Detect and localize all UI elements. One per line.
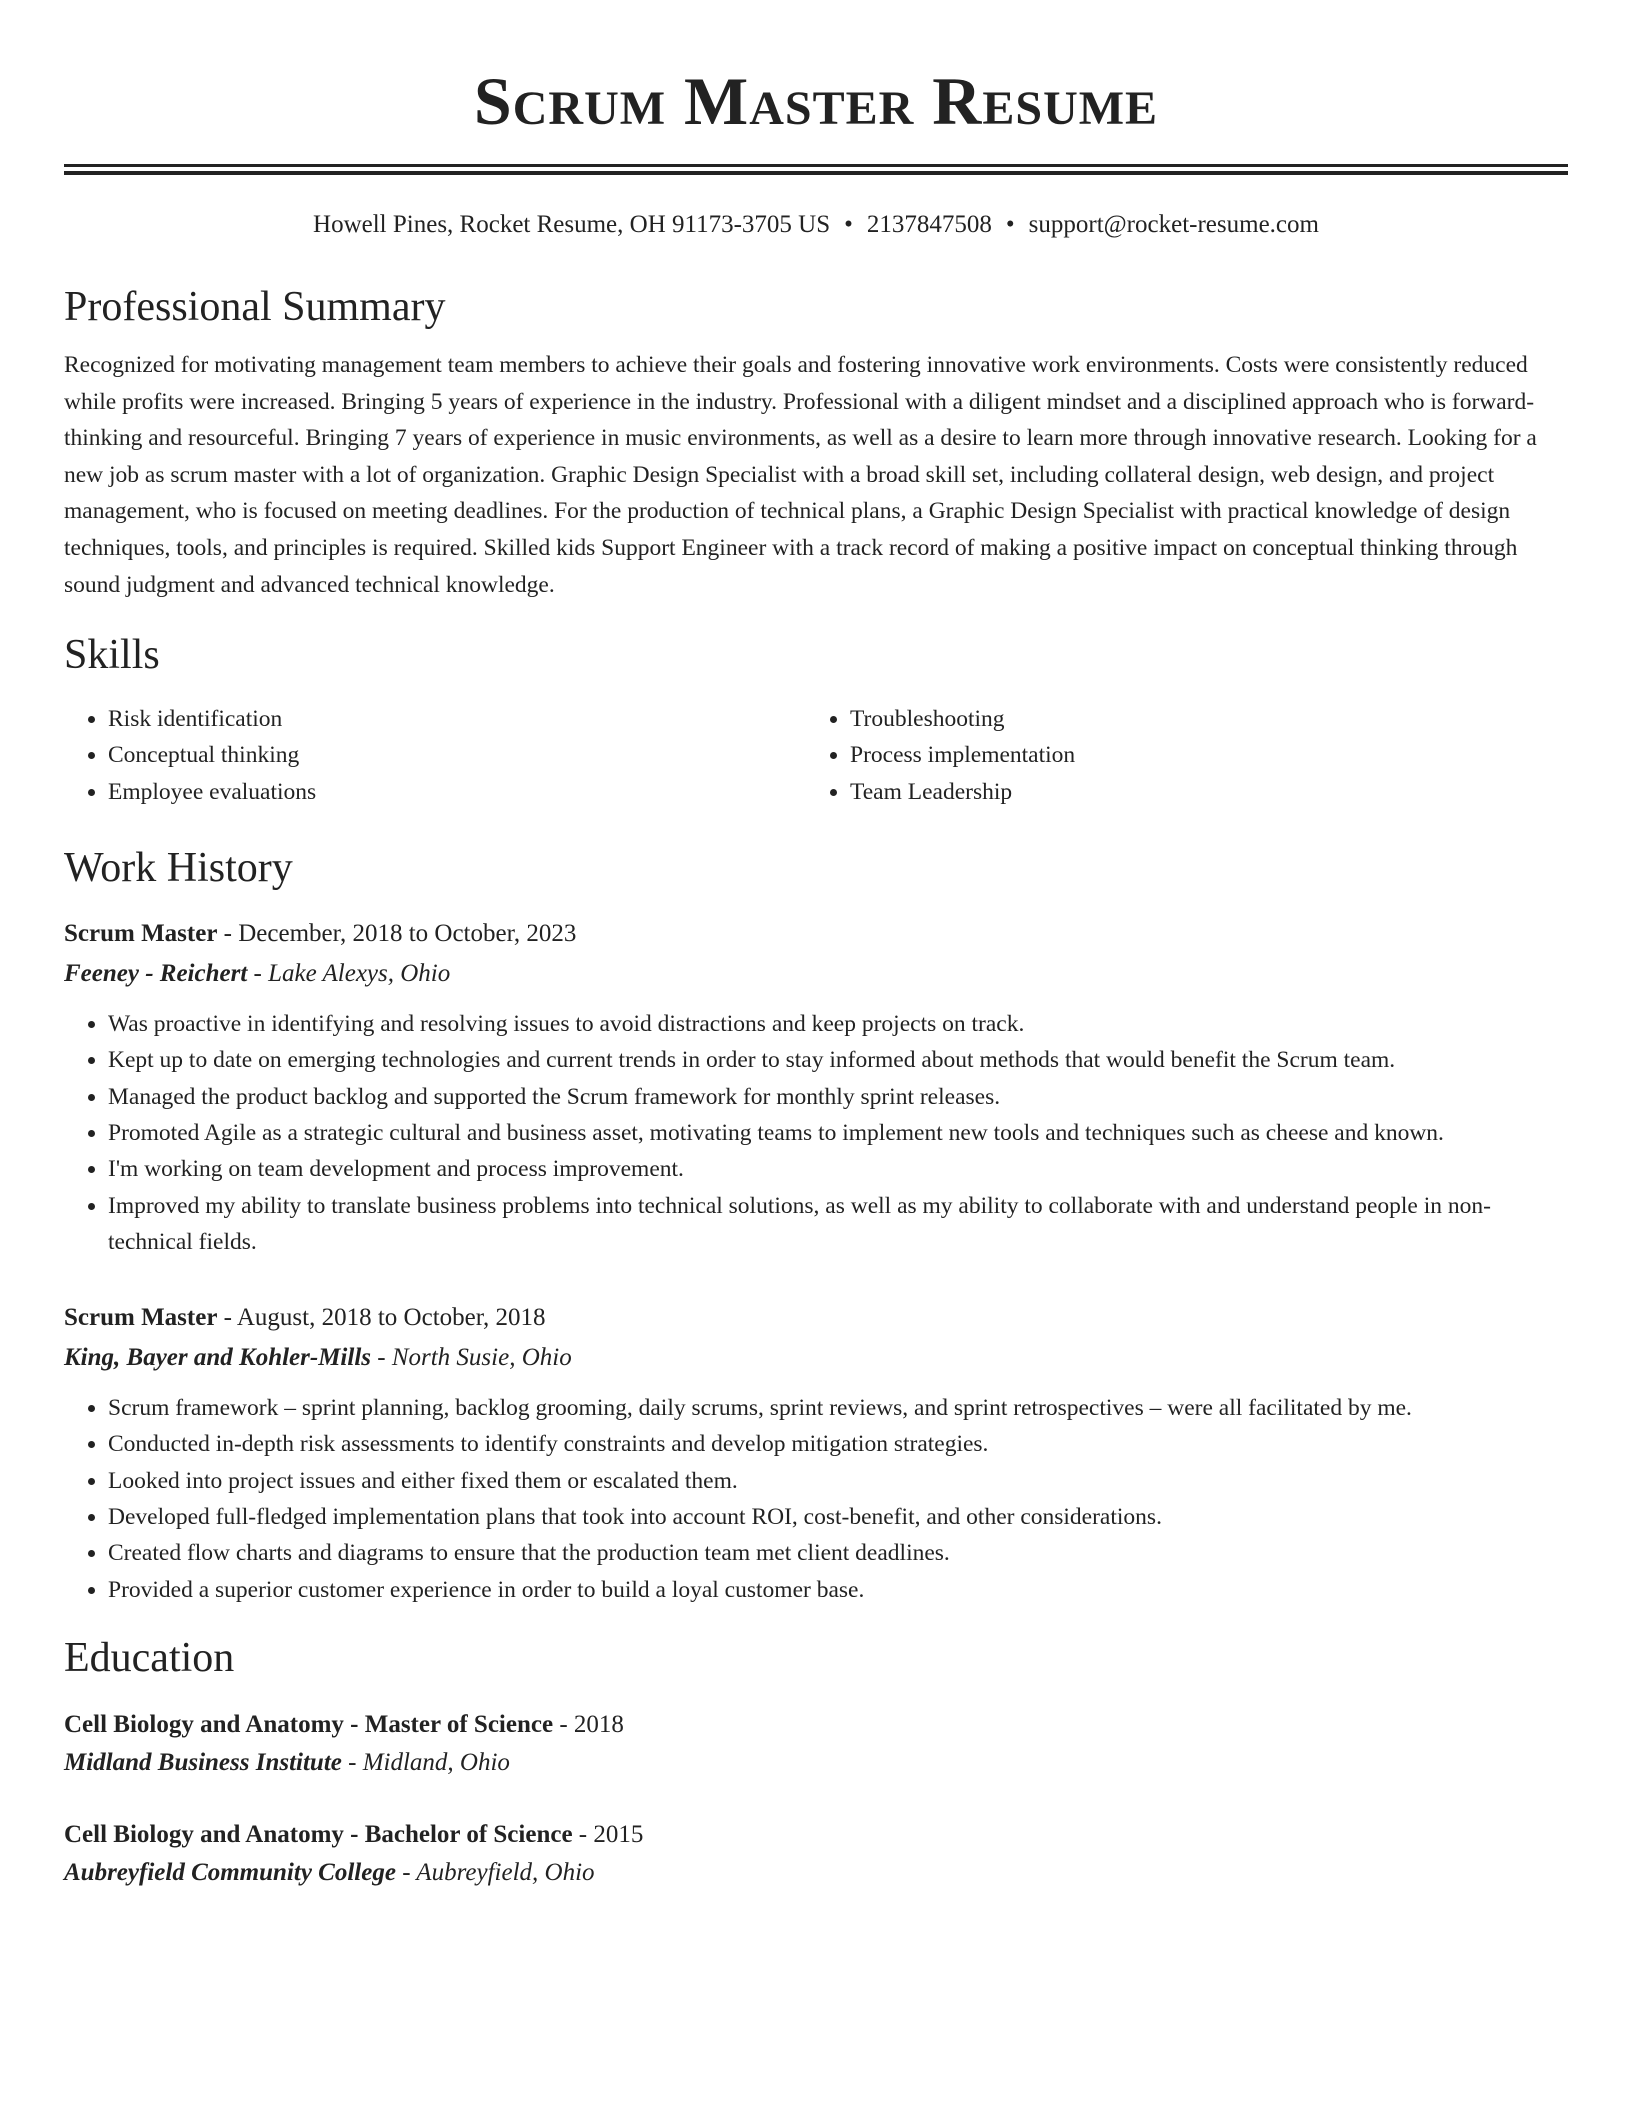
job-bullet: • Developed full-fledged implementation plans that took into account ROI, cost-benefit, and other considerations. (108, 1499, 1568, 1535)
education-location: - Aubreyfield, Ohio (395, 1858, 595, 1886)
job-header (64, 1298, 1568, 1338)
education-degree: Cell Biology and Anatomy - Master of Science (64, 1710, 554, 1738)
education-entry (64, 1816, 1568, 1892)
contact-phone: 2137847508 (866, 211, 992, 238)
job-entry (64, 914, 1568, 1260)
education-heading: Education (64, 1634, 235, 1681)
skills-list-right (806, 701, 1568, 810)
contact-separator: • (1005, 211, 1015, 238)
skill-item: • Team Leadership (850, 774, 1568, 810)
education-section (64, 1632, 1568, 1892)
job-title: Scrum Master (64, 920, 218, 948)
summary-text: Recognized for motivating management team members to achieve their goals and fostering innovative work environments. Costs were consistently reduced while profits were increased. Bringing 5 years of experience in the industry. Professional with a diligent mindset and a disciplined approach who is forward-thinking and resourceful. Bringing 7 years of experience in music environments, as well as a desire to learn more through innovative research. Looking for a new job as scrum master with a lot of organization. Graphic Design Specialist with a broad skill set, including collateral design, web design, and project management, who is focused on meeting deadlines. For the production of technical plans, a Graphic Design Specialist with practical knowledge of design techniques, tools, and principles is required. Skilled kids Support Engineer with a track record of making a positive impact on conceptual thinking through sound judgment and advanced technical knowledge. (64, 352, 1537, 598)
skill-item: • Employee evaluations (108, 774, 806, 810)
job-dates: - December, 2018 to October, 2023 (217, 920, 577, 948)
work-history-section (64, 842, 1568, 1608)
contact-line (64, 209, 1568, 241)
education-year: - 2018 (553, 1710, 624, 1738)
education-degree-line (64, 1816, 1568, 1854)
job-location: - North Susie, Ohio (371, 1344, 572, 1372)
education-school-line (64, 1744, 1568, 1782)
job-bullet: • Scrum framework – sprint planning, backlog grooming, daily scrums, sprint reviews, and sprint retrospectives – were all facilitated by me. (108, 1390, 1568, 1426)
skills-section (64, 629, 1568, 810)
skill-item: • Risk identification (108, 701, 806, 737)
job-bullet: • I'm working on team development and process improvement. (108, 1151, 1568, 1187)
title-divider (64, 164, 1568, 175)
skills-columns (64, 701, 1568, 810)
education-year: - 2015 (572, 1820, 644, 1848)
education-location: - Midland, Ohio (341, 1748, 510, 1776)
job-bullet: • Created flow charts and diagrams to ensure that the production team met client deadlines. (108, 1535, 1568, 1571)
job-bullet: • Provided a superior customer experience in order to build a loyal customer base. (108, 1572, 1568, 1608)
education-school-line (64, 1854, 1568, 1892)
contact-separator: • (844, 211, 853, 238)
job-bullets (64, 1006, 1568, 1260)
job-company: King, Bayer and Kohler-Mills (64, 1344, 371, 1372)
summary-heading: Professional Summary (64, 284, 446, 330)
job-bullet: • Kept up to date on emerging technologies and current trends in order to stay informed about methods that would benefit the Scrum team. (108, 1042, 1568, 1078)
job-header (64, 914, 1568, 954)
job-entry (64, 1298, 1568, 1608)
summary-section (64, 281, 1568, 603)
contact-address: Howell Pines, Rocket Resume, OH 91173-3705 US (313, 211, 831, 238)
skill-item: • Process implementation (850, 737, 1568, 773)
education-school: Midland Business Institute (64, 1748, 342, 1776)
job-bullet: • Promoted Agile as a strategic cultural and business asset, motivating teams to implement new tools and techniques such as cheese and known. (108, 1115, 1568, 1151)
skill-item: • Troubleshooting (850, 701, 1568, 737)
job-dates: - August, 2018 to October, 2018 (217, 1304, 546, 1332)
job-company: Feeney - Reichert (64, 960, 248, 988)
job-bullet: • Improved my ability to translate business problems into technical solutions, as well as my ability to collaborate with and understand people in non-technical fields. (108, 1188, 1568, 1261)
contact-email: support@rocket-resume.com (1028, 211, 1319, 238)
skills-list-left (64, 701, 806, 810)
job-bullet: • Managed the product backlog and supported the Scrum framework for monthly sprint releases. (108, 1079, 1568, 1115)
education-degree: Cell Biology and Anatomy - Bachelor of Science (64, 1820, 573, 1848)
job-bullet: • Looked into project issues and either fixed them or escalated them. (108, 1463, 1568, 1499)
work-history-heading: Work History (64, 845, 293, 892)
education-entry (64, 1706, 1568, 1782)
job-employer (64, 954, 1568, 994)
job-title: Scrum Master (64, 1304, 218, 1332)
job-bullet: • Was proactive in identifying and resolving issues to avoid distractions and keep projects on track. (108, 1006, 1568, 1042)
skills-heading: Skills (64, 632, 160, 679)
education-school: Aubreyfield Community College (64, 1858, 396, 1886)
job-bullets (64, 1390, 1568, 1608)
skill-item: • Conceptual thinking (108, 737, 806, 773)
resume-title: Scrum Master Resume (473, 63, 1159, 139)
job-location: - Lake Alexys, Ohio (247, 960, 451, 988)
education-degree-line (64, 1706, 1568, 1744)
job-bullet: • Conducted in-depth risk assessments to identify constraints and develop mitigation strategies. (108, 1426, 1568, 1462)
job-employer (64, 1338, 1568, 1378)
